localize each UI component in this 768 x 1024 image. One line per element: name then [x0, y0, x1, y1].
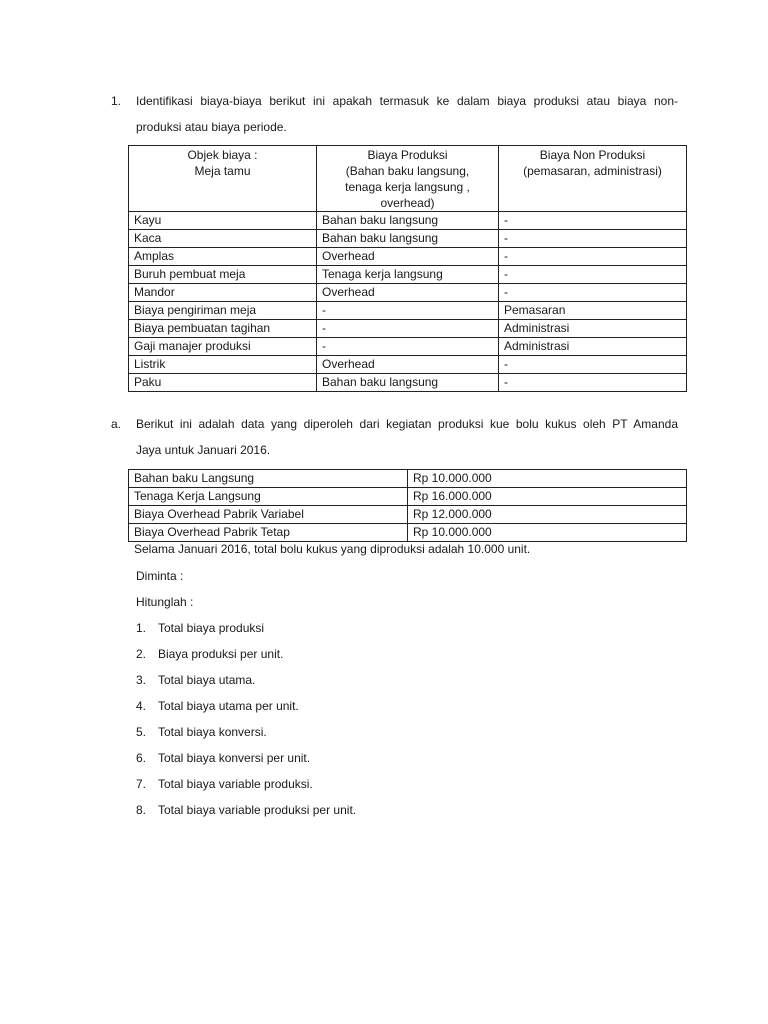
column-header-title: Biaya Produksi: [367, 148, 448, 162]
task-number: 3.: [136, 673, 147, 687]
table-row: [129, 356, 687, 374]
task-item: Total biaya utama per unit.: [158, 699, 299, 713]
table-cell: Bahan baku langsung: [317, 230, 499, 248]
table-row: [129, 470, 687, 488]
table-cell: Rp 12.000.000: [408, 506, 687, 524]
table-cell: Rp 10.000.000: [408, 524, 687, 542]
table-cell: Tenaga kerja langsung: [317, 266, 499, 284]
table-cell: -: [317, 338, 499, 356]
question-number: 1.: [111, 94, 122, 108]
question-number: a.: [111, 417, 122, 431]
table-cell: Kaca: [129, 230, 317, 248]
table-row: [129, 248, 687, 266]
table-cell: -: [317, 302, 499, 320]
cost-classification-table: [128, 145, 687, 392]
table-cell: -: [499, 212, 687, 230]
column-header-title: Biaya Non Produksi: [539, 148, 646, 162]
question-text: Identifikasi biaya-biaya berikut ini apakah termasuk ke dalam biaya produksi atau biaya non-: [136, 94, 678, 108]
task-item: Total biaya variable produksi per unit.: [158, 803, 357, 817]
table-row: [129, 338, 687, 356]
table-cell: Bahan baku langsung: [317, 374, 499, 392]
task-number: 4.: [136, 699, 147, 713]
task-number: 2.: [136, 647, 147, 661]
table-cell: Listrik: [129, 356, 317, 374]
table-cell: Administrasi: [499, 338, 687, 356]
task-item: Total biaya utama.: [158, 673, 256, 687]
task-number: 6.: [136, 751, 147, 765]
table-cell: Pemasaran: [499, 302, 687, 320]
table-cell: Tenaga Kerja Langsung: [129, 488, 408, 506]
column-header-title: Objek biaya :: [187, 148, 258, 162]
table-cell: Kayu: [129, 212, 317, 230]
task-number: 8.: [136, 803, 147, 817]
table-cell: Overhead: [317, 248, 499, 266]
table-cell: Administrasi: [499, 320, 687, 338]
table-cell: -: [317, 320, 499, 338]
column-header-subtitle: (pemasaran, administrasi): [523, 164, 662, 178]
table-cell: -: [499, 374, 687, 392]
column-header-subtitle: (Bahan baku langsung, tenaga kerja langsung , overhead): [345, 164, 470, 210]
table-cell: Gaji manajer produksi: [129, 338, 317, 356]
table-cell: -: [499, 266, 687, 284]
table-cell: -: [499, 248, 687, 266]
table-cell: Paku: [129, 374, 317, 392]
task-number: 7.: [136, 777, 147, 791]
table-cell: Rp 16.000.000: [408, 488, 687, 506]
table-row: [129, 284, 687, 302]
cost-data-table: [128, 469, 687, 542]
task-item: Total biaya variable produksi.: [158, 777, 313, 791]
task-item: Total biaya konversi.: [158, 725, 267, 739]
table-row: [129, 302, 687, 320]
table-cell: -: [499, 356, 687, 374]
table-cell: Biaya Overhead Pabrik Tetap: [129, 524, 408, 542]
table-cell: Biaya pembuatan tagihan: [129, 320, 317, 338]
table-row: [129, 230, 687, 248]
column-header: [499, 146, 687, 212]
table-row: [129, 266, 687, 284]
column-header: [129, 146, 317, 212]
table-cell: Buruh pembuat meja: [129, 266, 317, 284]
table-cell: -: [499, 230, 687, 248]
task-number: 5.: [136, 725, 147, 739]
table-cell: Bahan baku Langsung: [129, 470, 408, 488]
table-row: [129, 212, 687, 230]
question-text: Berikut ini adalah data yang diperoleh dari kegiatan produksi kue bolu kukus oleh PT Amanda: [136, 417, 678, 431]
question-text-cont: produksi atau biaya periode.: [136, 120, 287, 134]
table-row: [129, 320, 687, 338]
column-header-subtitle: Meja tamu: [194, 164, 251, 178]
table-cell: Biaya Overhead Pabrik Variabel: [129, 506, 408, 524]
table-cell: Mandor: [129, 284, 317, 302]
table-row: [129, 506, 687, 524]
task-item: Total biaya produksi: [158, 621, 265, 635]
table-cell: -: [499, 284, 687, 302]
table-row: [129, 524, 687, 542]
task-number: 1.: [136, 621, 147, 635]
diminta-label: Diminta :: [136, 569, 184, 583]
table-cell: Amplas: [129, 248, 317, 266]
table-cell: Overhead: [317, 284, 499, 302]
production-note: Selama Januari 2016, total bolu kukus yang diproduksi adalah 10.000 unit.: [134, 542, 531, 556]
column-header: [317, 146, 499, 212]
table-cell: Bahan baku langsung: [317, 212, 499, 230]
table-cell: Biaya pengiriman meja: [129, 302, 317, 320]
task-item: Total biaya konversi per unit.: [158, 751, 311, 765]
table-row: [129, 374, 687, 392]
table-row: [129, 488, 687, 506]
hitunglah-label: Hitunglah :: [136, 595, 194, 609]
question-text-cont: Jaya untuk Januari 2016.: [136, 443, 271, 457]
table-header-row: [129, 146, 687, 212]
table-cell: Overhead: [317, 356, 499, 374]
table-cell: Rp 10.000.000: [408, 470, 687, 488]
task-item: Biaya produksi per unit.: [158, 647, 284, 661]
